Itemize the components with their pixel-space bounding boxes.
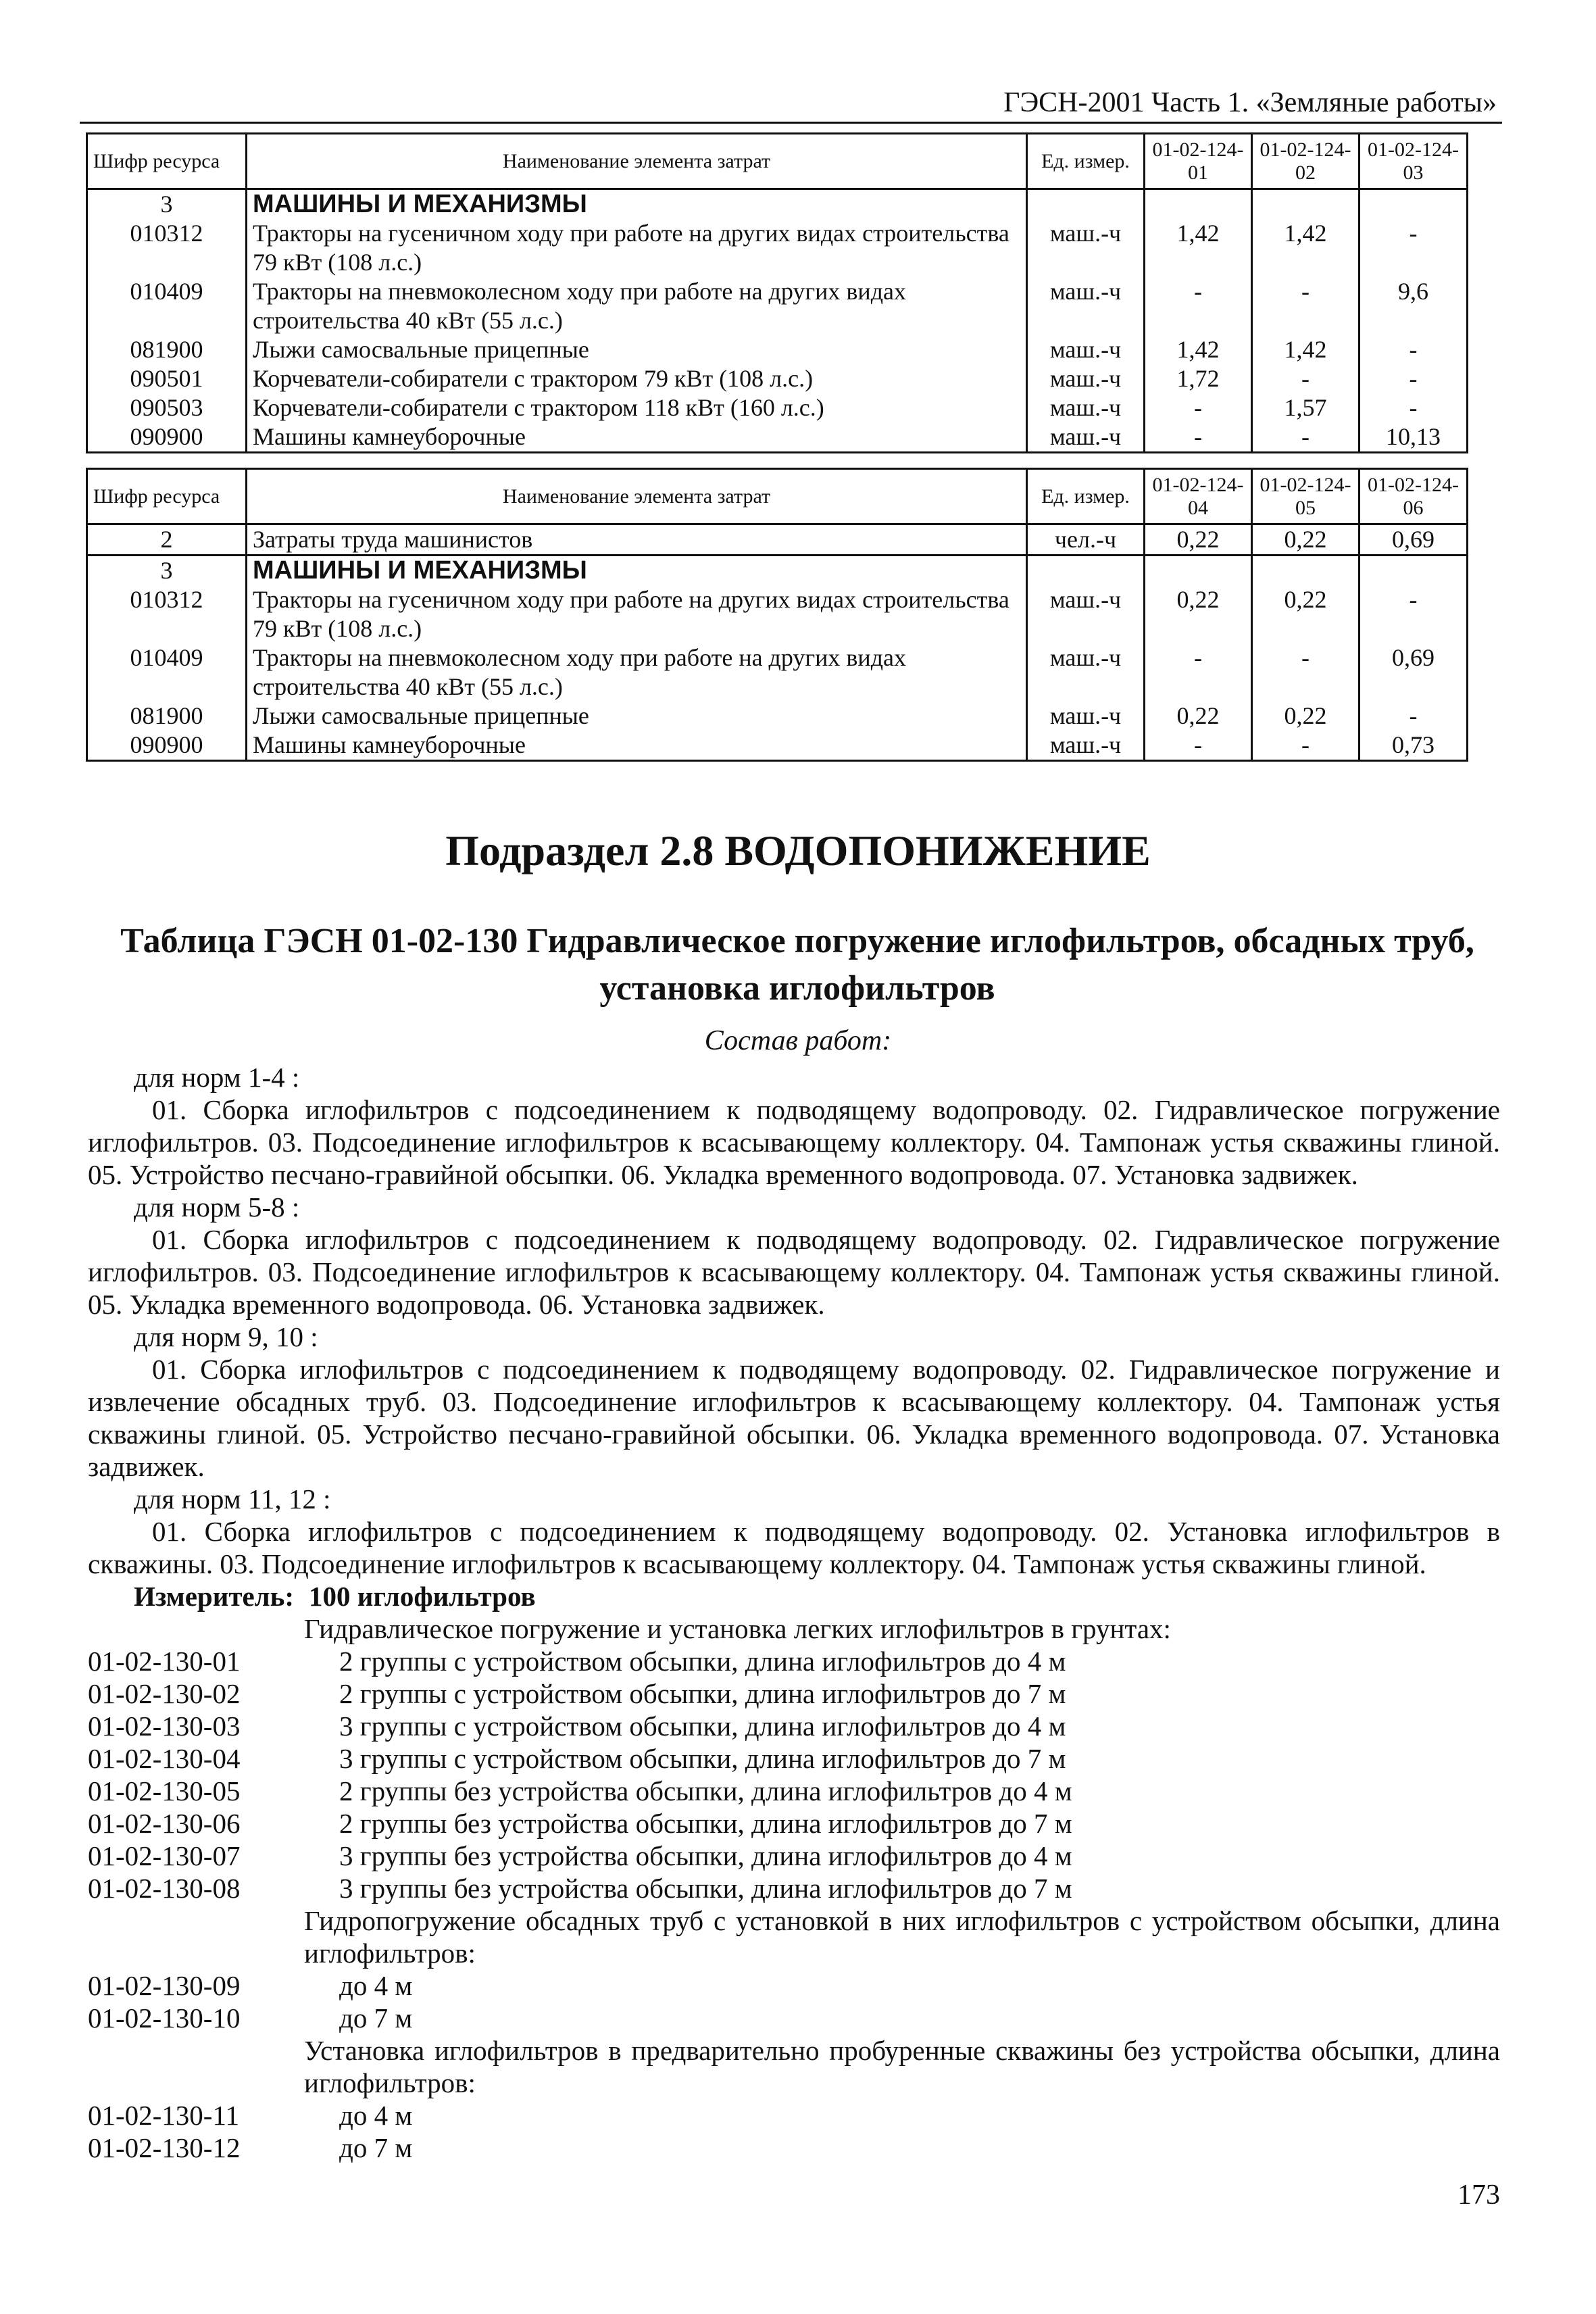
resource-code: 081900 [87, 335, 247, 364]
value-col-2: - [1252, 422, 1360, 453]
norm-code-row [88, 1710, 1500, 1742]
value-col-1: 1,72 [1145, 364, 1252, 393]
norm-code: 01-02-130-02 [88, 1678, 241, 1709]
work-description: 01. Сборка иглофильтров с подсоединением к подводящему водопроводу. 02. Гидравлическое погружение и извлечение обсадных труб. 03. Подсоединение иглофильтров к всасывающему коллектору. 04. Тампонаж устья скважины глиной. 05. Устройство песчано-гравийной обсыпки. 06. Укладка временного водопровода. 07. Установка задвижек. [88, 1354, 1500, 1482]
norm-code: 01-02-130-10 [88, 2002, 241, 2034]
norm-code-row [88, 1969, 1500, 2002]
value-col-3: - [1360, 393, 1468, 422]
work-description: 01. Сборка иглофильтров с подсоединением к подводящему водопроводу. 02. Установка иглофильтров в скважины. 03. Подсоединение иглофильтров к всасывающему коллектору. 04. Тампонаж устья скважины глиной. [88, 1516, 1500, 1579]
resource-code: 010409 [87, 643, 247, 701]
norm-description: 2 группы с устройством обсыпки, длина иглофильтров до 4 м [339, 1646, 1066, 1677]
resource-code: 010409 [87, 277, 247, 335]
value-col-2: 1,42 [1252, 219, 1360, 277]
table-1-body [87, 189, 1468, 453]
work-description: 01. Сборка иглофильтров с подсоединением к подводящему водопроводу. 02. Гидравлическое погружение иглофильтров. 03. Подсоединение иглофильтров к всасывающему коллектору. 04. Тампонаж устья скважины глиной. 05. Укладка временного водопровода. 06. Установка задвижек. [88, 1224, 1500, 1320]
code-group-heading: Установка иглофильтров в предварительно пробуренные скважины без устройства обсыпки, длина иглофильтров: [304, 2035, 1500, 2098]
value-col-2: 0,22 [1252, 701, 1360, 731]
table-2-body [87, 524, 1468, 761]
norm-description: 3 группы без устройства обсыпки, длина иглофильтров до 4 м [339, 1840, 1072, 1871]
value-col-1: 1,42 [1145, 335, 1252, 364]
unit-cell: маш.-ч [1027, 277, 1145, 335]
th-col-3: 01-02-124-03 [1360, 134, 1468, 189]
value-col-1: - [1145, 643, 1252, 701]
meter-line [88, 1580, 1500, 1613]
unit-cell: маш.-ч [1027, 701, 1145, 731]
norm-code: 01-02-130-06 [88, 1808, 241, 1839]
resource-code: 090503 [87, 393, 247, 422]
unit-cell: маш.-ч [1027, 585, 1145, 643]
th-col-3: 01-02-124-06 [1360, 469, 1468, 524]
value-col-2: - [1252, 277, 1360, 335]
norm-description: до 4 м [339, 1970, 413, 2001]
resource-table-1 [86, 132, 1468, 453]
value-col-3 [1360, 556, 1468, 586]
norm-group-label: для норм 9, 10 : [134, 1321, 318, 1352]
resource-code: 090501 [87, 364, 247, 393]
th-col-2: 01-02-124-05 [1252, 469, 1360, 524]
running-header: ГЭСН-2001 Часть 1. «Земляные работы» [1003, 87, 1497, 118]
unit-cell: маш.-ч [1027, 335, 1145, 364]
norm-code-row [88, 1840, 1500, 1872]
resource-name: МАШИНЫ И МЕХАНИЗМЫ [247, 556, 1027, 586]
value-col-2 [1252, 556, 1360, 586]
unit-cell [1027, 189, 1145, 220]
resource-code: 010312 [87, 219, 247, 277]
header-rule [80, 122, 1502, 124]
resource-code: 010312 [87, 585, 247, 643]
norm-code: 01-02-130-11 [88, 2100, 239, 2131]
table-row [87, 189, 1468, 220]
norm-code-row [88, 1872, 1500, 1904]
norm-description: до 7 м [339, 2002, 413, 2034]
table-row [87, 731, 1468, 761]
resource-name: Корчеватели-собиратели с трактором 79 кВт (108 л.с.) [247, 364, 1027, 393]
value-col-1: - [1145, 393, 1252, 422]
table-row [87, 219, 1468, 277]
resource-name: Затраты труда машинистов [247, 524, 1027, 556]
value-col-3: 0,69 [1360, 524, 1468, 556]
unit-cell: чел.-ч [1027, 524, 1145, 556]
norm-code: 01-02-130-07 [88, 1840, 241, 1871]
th-unit: Ед. измер. [1027, 134, 1145, 189]
code-group-heading: Гидравлическое погружение и установка легких иглофильтров в грунтах: [304, 1613, 1171, 1644]
resource-code: 3 [87, 556, 247, 586]
th-col-1: 01-02-124-04 [1145, 469, 1252, 524]
th-resource-code: Шифр ресурса [87, 469, 247, 524]
meter-value: 100 иглофильтров [309, 1581, 536, 1612]
meter-label: Измеритель: [134, 1581, 295, 1612]
value-col-3 [1360, 189, 1468, 220]
value-col-1: - [1145, 422, 1252, 453]
norm-code-row [88, 1807, 1500, 1840]
value-col-1 [1145, 556, 1252, 586]
norm-code: 01-02-130-01 [88, 1646, 241, 1677]
value-col-2: 0,22 [1252, 524, 1360, 556]
table-row [87, 556, 1468, 586]
table-row [87, 524, 1468, 556]
value-col-3: - [1360, 701, 1468, 731]
unit-cell: маш.-ч [1027, 422, 1145, 453]
th-unit: Ед. измер. [1027, 469, 1145, 524]
norm-group-label: для норм 1-4 : [134, 1062, 300, 1093]
value-col-1: 1,42 [1145, 219, 1252, 277]
works-title: Состав работ: [704, 1025, 892, 1056]
resource-code: 2 [87, 524, 247, 556]
value-col-2: - [1252, 364, 1360, 393]
norm-codes [88, 1613, 1500, 2164]
table-title: Таблица ГЭСН 01-02-130 Гидравлическое погружение иглофильтров, обсадных труб, установка иглофильтров [120, 922, 1474, 1008]
th-col-2: 01-02-124-02 [1252, 134, 1360, 189]
norm-description: 2 группы без устройства обсыпки, длина иглофильтров до 7 м [339, 1808, 1072, 1839]
table-row [87, 393, 1468, 422]
table-row [87, 277, 1468, 335]
norm-group-label: для норм 5-8 : [134, 1191, 300, 1223]
resource-name: Тракторы на гусеничном ходу при работе на других видах строительства 79 кВт (108 л.с.) [247, 219, 1027, 277]
norm-code: 01-02-130-08 [88, 1873, 241, 1904]
table-row [87, 643, 1468, 701]
value-col-3: 9,6 [1360, 277, 1468, 335]
norm-code: 01-02-130-12 [88, 2132, 241, 2163]
resource-name: Тракторы на пневмоколесном ходу при работе на других видах строительства 40 кВт (55 л.с.) [247, 277, 1027, 335]
norm-description: 3 группы с устройством обсыпки, длина иглофильтров до 7 м [339, 1743, 1066, 1774]
resource-name: Тракторы на гусеничном ходу при работе на других видах строительства 79 кВт (108 л.с.) [247, 585, 1027, 643]
value-col-2: - [1252, 643, 1360, 701]
resource-code: 090900 [87, 731, 247, 761]
table-row [87, 701, 1468, 731]
unit-cell: маш.-ч [1027, 731, 1145, 761]
unit-cell: маш.-ч [1027, 364, 1145, 393]
page-number: 173 [1457, 2180, 1500, 2211]
work-groups [88, 1061, 1500, 1580]
work-description: 01. Сборка иглофильтров с подсоединением к подводящему водопроводу. 02. Гидравлическое погружение иглофильтров. 03. Подсоединение иглофильтров к всасывающему коллектору. 04. Тампонаж устья скважины глиной. 05. Устройство песчано-гравийной обсыпки. 06. Укладка временного водопровода. 07. Установка задвижек. [88, 1094, 1500, 1190]
norm-group-label: для норм 11, 12 : [134, 1483, 331, 1515]
resource-name: Корчеватели-собиратели с трактором 118 кВт (160 л.с.) [247, 393, 1027, 422]
value-col-1: - [1145, 731, 1252, 761]
norm-code-row [88, 1742, 1500, 1775]
resource-name: Тракторы на пневмоколесном ходу при работе на других видах строительства 40 кВт (55 л.с.) [247, 643, 1027, 701]
norm-description: до 4 м [339, 2100, 413, 2131]
value-col-3: - [1360, 335, 1468, 364]
norm-description: 2 группы с устройством обсыпки, длина иглофильтров до 7 м [339, 1678, 1066, 1709]
norm-code: 01-02-130-05 [88, 1775, 241, 1806]
code-group-heading: Гидропогружение обсадных труб с установкой в них иглофильтров с устройством обсыпки, длина иглофильтров: [304, 1905, 1500, 1969]
norm-code-row [88, 1645, 1500, 1677]
value-col-2: 1,42 [1252, 335, 1360, 364]
norm-code-row [88, 1677, 1500, 1710]
resource-name: МАШИНЫ И МЕХАНИЗМЫ [247, 189, 1027, 220]
value-col-2: - [1252, 731, 1360, 761]
table-row [87, 335, 1468, 364]
resource-name: Машины камнеуборочные [247, 731, 1027, 761]
th-col-1: 01-02-124-01 [1145, 134, 1252, 189]
value-col-1: - [1145, 277, 1252, 335]
norm-code: 01-02-130-03 [88, 1710, 241, 1742]
value-col-1: 0,22 [1145, 585, 1252, 643]
norm-description: 3 группы без устройства обсыпки, длина иглофильтров до 7 м [339, 1873, 1072, 1904]
table-row [87, 422, 1468, 453]
section-title: Подраздел 2.8 ВОДОПОНИЖЕНИЕ [445, 827, 1151, 875]
table-row [87, 585, 1468, 643]
value-col-2 [1252, 189, 1360, 220]
norm-code-row [88, 1775, 1500, 1807]
value-col-3: - [1360, 219, 1468, 277]
unit-cell: маш.-ч [1027, 643, 1145, 701]
value-col-2: 0,22 [1252, 585, 1360, 643]
resource-code: 090900 [87, 422, 247, 453]
unit-cell: маш.-ч [1027, 219, 1145, 277]
th-resource-code: Шифр ресурса [87, 134, 247, 189]
norm-code-row [88, 2132, 1500, 2164]
th-name: Наименование элемента затрат [247, 134, 1027, 189]
norm-code-row [88, 2002, 1500, 2034]
value-col-3: 0,73 [1360, 731, 1468, 761]
resource-name: Лыжи самосвальные прицепные [247, 701, 1027, 731]
resource-name: Лыжи самосвальные прицепные [247, 335, 1027, 364]
norm-description: 2 группы без устройства обсыпки, длина иглофильтров до 4 м [339, 1775, 1072, 1806]
value-col-2: 1,57 [1252, 393, 1360, 422]
resource-table-2 [86, 468, 1468, 762]
table-row [87, 364, 1468, 393]
value-col-3: 10,13 [1360, 422, 1468, 453]
value-col-3: 0,69 [1360, 643, 1468, 701]
value-col-1 [1145, 189, 1252, 220]
works-body [88, 1061, 1500, 2164]
th-name: Наименование элемента затрат [247, 469, 1027, 524]
resource-name: Машины камнеуборочные [247, 422, 1027, 453]
unit-cell [1027, 556, 1145, 586]
norm-code-row [88, 2099, 1500, 2132]
value-col-1: 0,22 [1145, 524, 1252, 556]
norm-description: 3 группы с устройством обсыпки, длина иглофильтров до 4 м [339, 1710, 1066, 1742]
norm-code: 01-02-130-04 [88, 1743, 241, 1774]
value-col-3: - [1360, 585, 1468, 643]
unit-cell: маш.-ч [1027, 393, 1145, 422]
norm-description: до 7 м [339, 2132, 413, 2163]
norm-code: 01-02-130-09 [88, 1970, 241, 2001]
value-col-1: 0,22 [1145, 701, 1252, 731]
resource-code: 081900 [87, 701, 247, 731]
resource-code: 3 [87, 189, 247, 220]
value-col-3: - [1360, 364, 1468, 393]
